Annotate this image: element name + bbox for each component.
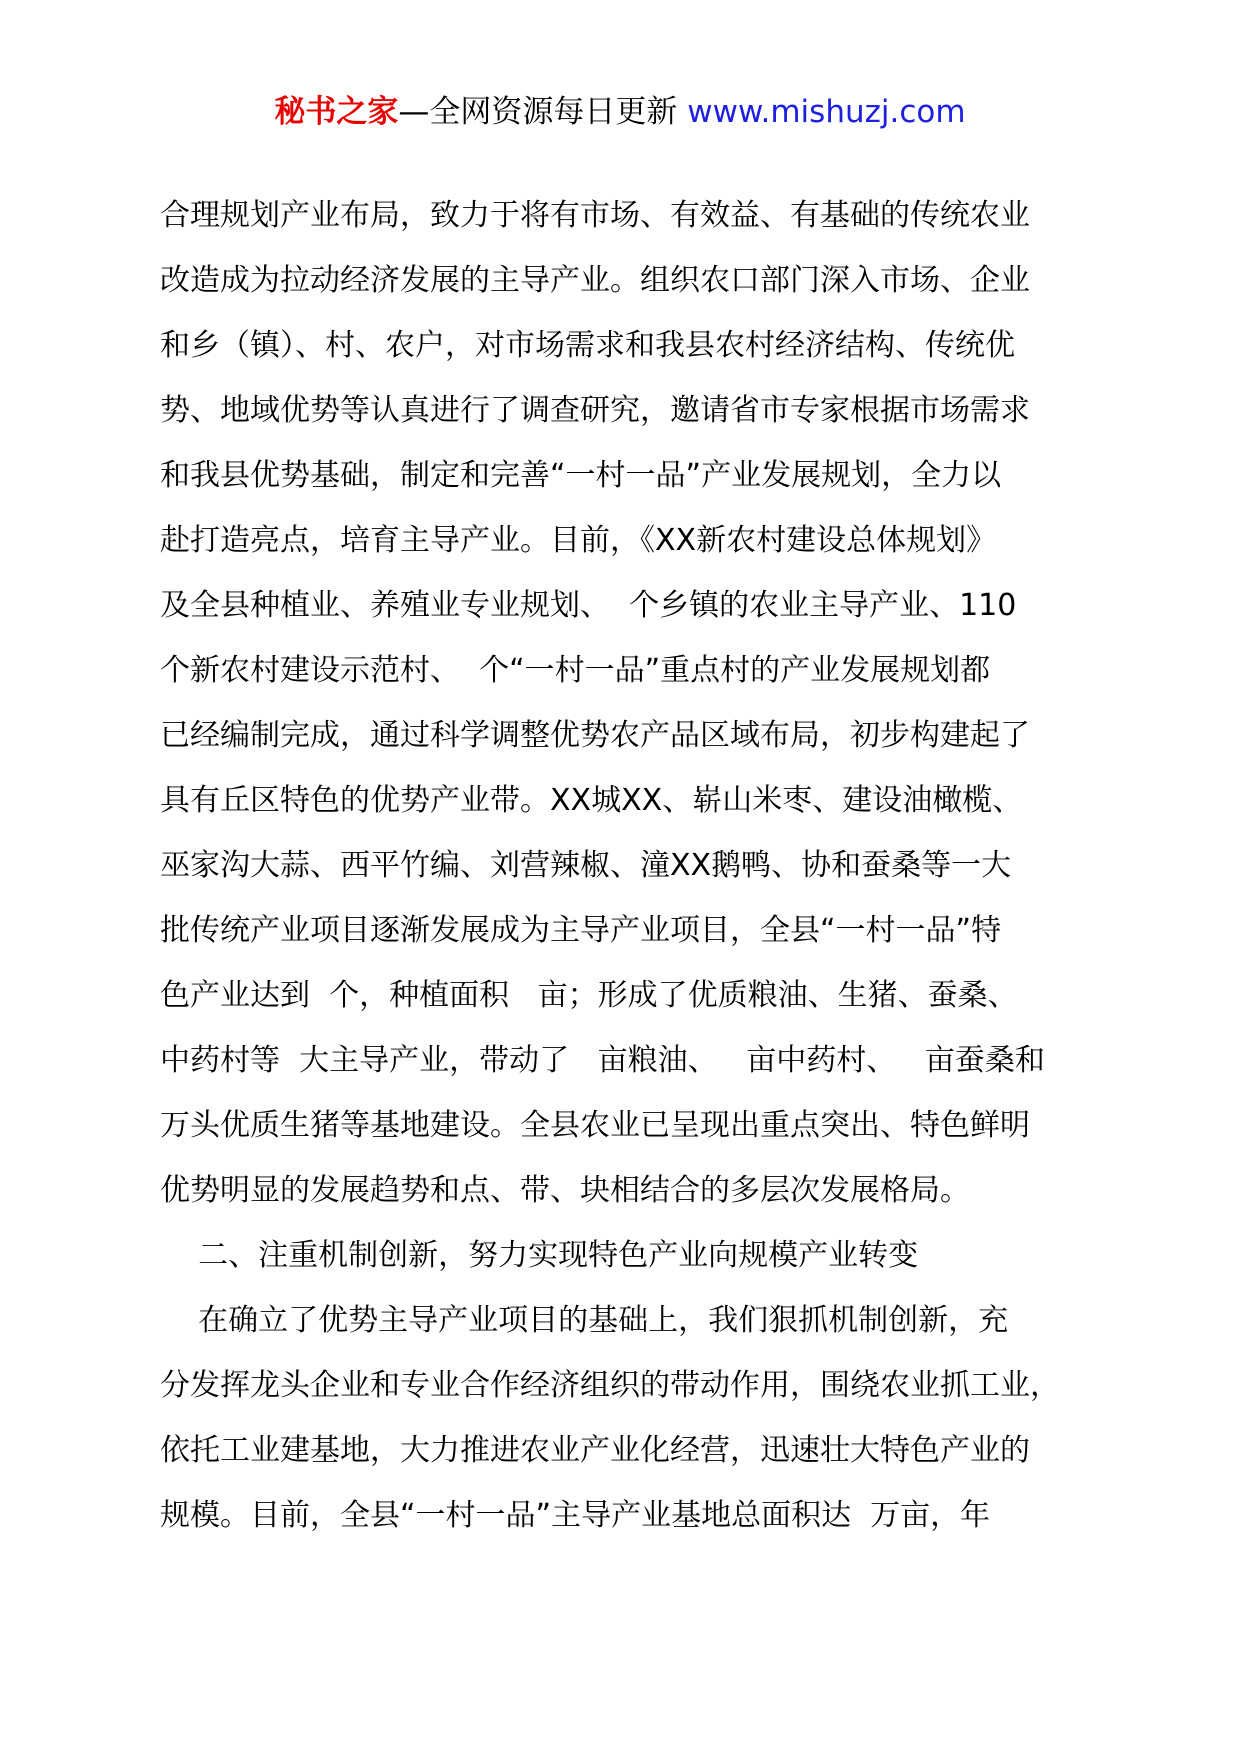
body-line: 规模。目前，全县“一村一品”主导产业基地总面积达 万亩，年 [160, 1498, 991, 1533]
body-line: 具有丘区特色的优势产业带。XX城XX、崭山米枣、建设油橄榄、 [160, 783, 1023, 818]
body-line: 色产业达到 个，种植面积 亩；形成了优质粮油、生猪、蚕桑、 [160, 978, 1018, 1013]
section-heading: 二、注重机制创新，努力实现特色产业向规模产业转变 [160, 1238, 919, 1273]
page-header [0, 92, 1240, 132]
brand-name: 秘书之家 [274, 94, 399, 130]
body-line: 万头优质生猪等基地建设。全县农业已呈现出重点突出、特色鲜明 [160, 1108, 1030, 1143]
body-line: 批传统产业项目逐渐发展成为主导产业项目，全县“一村一品”特 [160, 913, 1002, 948]
body-line: 及全县种植业、养殖业专业规划、 个乡镇的农业主导产业、110 [160, 588, 1017, 623]
header-url-link[interactable]: www.mishuzj.com [687, 94, 966, 130]
body-line: 和乡（镇）、村、农户，对市场需求和我县农村经济结构、传统优 [160, 328, 1015, 363]
body-line: 赴打造亮点，培育主导产业。目前，《XX新农村建设总体规划》 [160, 523, 997, 558]
body-line: 改造成为拉动经济发展的主导产业。组织农口部门深入市场、企业 [160, 263, 1030, 298]
body-line: 已经编制完成，通过科学调整优势农产品区域布局，初步构建起了 [160, 718, 1030, 753]
body-line: 合理规划产业布局，致力于将有市场、有效益、有基础的传统农业 [160, 198, 1030, 233]
body-line: 和我县优势基础，制定和完善“一村一品”产业发展规划，全力以 [160, 458, 1002, 493]
body-line: 个新农村建设示范村、 个“一村一品”重点村的产业发展规划都 [160, 653, 991, 688]
header-slogan: —全网资源每日更新 [398, 94, 678, 130]
body-line: 势、地域优势等认真进行了调查研究，邀请省市专家根据市场需求 [160, 393, 1030, 428]
body-line: 优势明显的发展趋势和点、带、块相结合的多层次发展格局。 [160, 1173, 970, 1208]
body-line: 巫家沟大蒜、西平竹编、刘营辣椒、潼XX鹅鸭、协和蚕桑等一大 [160, 848, 1012, 883]
body-line: 分发挥龙头企业和专业合作经济组织的带动作用，围绕农业抓工业， [160, 1368, 1060, 1403]
body-line: 在确立了优势主导产业项目的基础上，我们狠抓机制创新，充 [160, 1303, 1009, 1338]
body-line: 依托工业建基地，大力推进农业产业化经营，迅速壮大特色产业的 [160, 1433, 1030, 1468]
body-line: 中药村等 大主导产业，带动了 亩粮油、 亩中药村、 亩蚕桑和 [160, 1043, 1045, 1078]
document-body [160, 183, 1100, 1548]
